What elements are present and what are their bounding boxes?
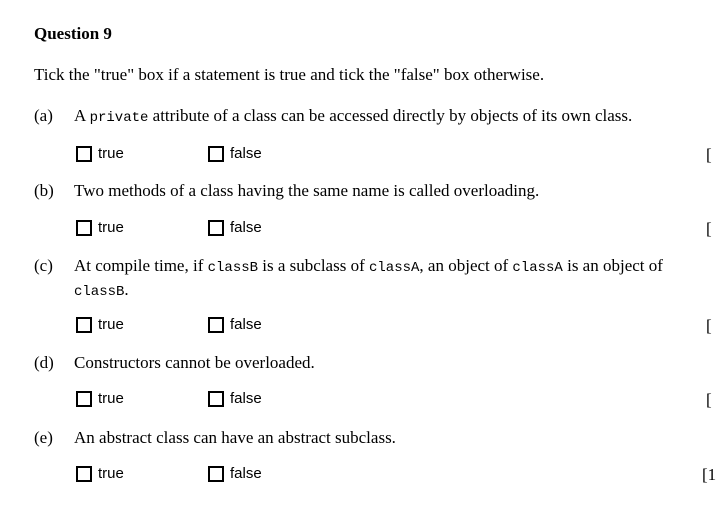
true-label: true [98, 465, 124, 482]
statement-label: (e) [34, 428, 53, 447]
true-checkbox[interactable] [76, 220, 92, 236]
true-option-a[interactable] [76, 145, 124, 162]
true-option-c[interactable] [76, 316, 124, 333]
false-label: false [230, 219, 262, 236]
statement-text: A private attribute of a class can be accessed directly by objects of its own class. [74, 106, 633, 126]
false-checkbox[interactable] [208, 391, 224, 407]
statement-label: (b) [34, 181, 54, 200]
false-option-d[interactable] [208, 390, 262, 407]
true-label: true [98, 390, 124, 407]
instruction-text: Tick the "true" box if a statement is true and tick the "false" box otherwise. [34, 65, 545, 84]
true-option-e[interactable] [76, 465, 124, 482]
false-checkbox[interactable] [208, 220, 224, 236]
false-option-a[interactable] [208, 145, 262, 162]
true-label: true [98, 219, 124, 236]
false-checkbox[interactable] [208, 466, 224, 482]
false-checkbox[interactable] [208, 317, 224, 333]
false-label: false [230, 465, 262, 482]
true-checkbox[interactable] [76, 146, 92, 162]
true-checkbox[interactable] [76, 391, 92, 407]
false-checkbox[interactable] [208, 146, 224, 162]
statement-label: (a) [34, 106, 53, 125]
true-option-b[interactable] [76, 219, 124, 236]
false-label: false [230, 145, 262, 162]
code-classA: classA [512, 260, 563, 276]
code-classB: classB [207, 260, 259, 276]
true-checkbox[interactable] [76, 466, 92, 482]
false-option-e[interactable] [208, 465, 262, 482]
mark-bracket: [ [706, 316, 712, 335]
statement-text: Constructors cannot be overloaded. [74, 353, 315, 372]
false-option-b[interactable] [208, 219, 262, 236]
false-label: false [230, 316, 262, 333]
false-option-c[interactable] [208, 316, 262, 333]
true-label: true [98, 316, 124, 333]
mark-bracket: [ [706, 390, 712, 409]
code-private: private [89, 110, 149, 126]
question-heading: Question 9 [34, 24, 112, 43]
code-classB: classB [74, 284, 125, 300]
statement-text: At compile time, if classB is a subclass of classA, an object of classA is an object of classB. [74, 256, 663, 300]
statement-text: Two methods of a class having the same name is called overloading. [74, 181, 540, 200]
false-label: false [230, 390, 262, 407]
mark-bracket: [1 [702, 465, 716, 484]
statement-text: An abstract class can have an abstract subclass. [74, 428, 396, 447]
mark-bracket: [ [706, 219, 712, 238]
true-option-d[interactable] [76, 390, 124, 407]
true-checkbox[interactable] [76, 317, 92, 333]
statement-label: (c) [34, 256, 53, 275]
code-classA: classA [369, 260, 420, 276]
true-label: true [98, 145, 124, 162]
statement-label: (d) [34, 353, 54, 372]
mark-bracket: [ [706, 145, 712, 164]
